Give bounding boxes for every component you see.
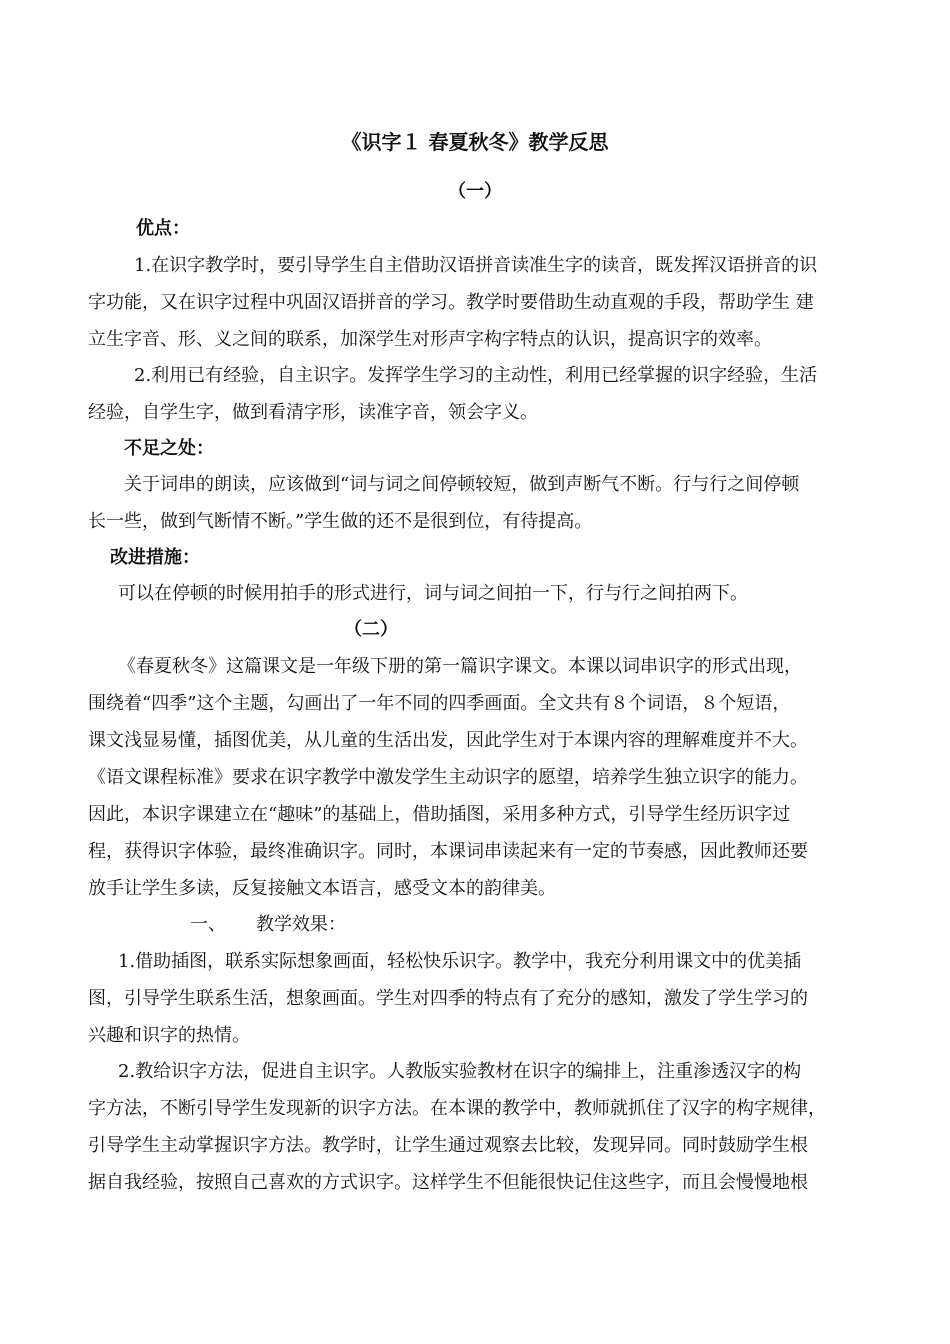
section-number: 一、 [190, 914, 226, 935]
effect-two-line: 字方法，不断引导学生发现新的识字方法。在本课的教学中，教师就抓住了汉字的构字规律， [88, 1098, 826, 1119]
intro-line: 《春夏秋冬》这篇课文是一年级下册的第一篇识字课文。本课以词串识字的形式出现， [118, 656, 802, 677]
intro-line: 课文浅显易懂，插图优美，从儿童的生活出发，因此学生对于本课内容的理解难度并不大。 [88, 730, 808, 751]
shortcomings-label: 不足之处： [124, 438, 214, 459]
intro-line: 围绕着“四季”这个主题，勾画出了一年不同的四季画面。全文共有８个词语，８个短语， [88, 693, 791, 714]
intro-line: 程，获得识字体验，最终准确识字。同时，本课词串读起来有一定的节奏感，因此教师还要 [88, 841, 808, 862]
advantages-line: 2.利用已有经验，自主识字。发挥学生学习的主动性，利用已经掌握的识字经验，生活 [134, 365, 818, 386]
advantages-label: 优点： [136, 218, 190, 239]
document-title: 《识字１ 春夏秋冬》教学反思 [341, 130, 609, 154]
section-title: 教学效果： [256, 914, 346, 935]
effect-two-line: 2.教给识字方法，促进自主识字。人教版实验教材在识字的编排上，注重渗透汉字的构 [118, 1061, 802, 1082]
advantages-line: 立生字音、形、义之间的联系，加深学生对形声字构字特点的认识，提高识字的效率。 [88, 329, 772, 350]
improvements-label: 改进措施： [110, 547, 200, 568]
shortcomings-line: 关于词串的朗读，应该做到“词与词之间停顿较短，做到声断气不断。行与行之间停顿 [124, 474, 800, 495]
shortcomings-line: 长一些，做到气断情不断。”学生做的还不是很到位，有待提高。 [88, 511, 593, 532]
part-one-heading: （一） [448, 181, 502, 202]
part-two-heading: （二） [344, 619, 398, 640]
effect-one-line: 图，引导学生联系生活，想象画面。学生对四季的特点有了充分的感知，激发了学生学习的 [88, 988, 808, 1009]
effect-one-line: 兴趣和识字的热情。 [88, 1025, 250, 1046]
advantages-line: 经验，自学生字，做到看清字形，读准字音，领会字义。 [88, 402, 538, 423]
effect-one-line: 1.借助插图，联系实际想象画面，轻松快乐识字。教学中，我充分利用课文中的优美插 [118, 951, 802, 972]
advantages-line: 1.在识字教学时，要引导学生自主借助汉语拼音读准生字的读音，既发挥汉语拼音的识 [134, 255, 818, 276]
intro-line: 《语文课程标准》要求在识字教学中激发学生主动识字的愿望，培养学生独立识字的能力。 [88, 767, 808, 788]
improvements-line: 可以在停顿的时候用拍手的形式进行，词与词之间拍一下，行与行之间拍两下。 [118, 583, 748, 604]
advantages-line: 字功能，又在识字过程中巩固汉语拼音的学习。教学时要借助生动直观的手段，帮助学生 建 [88, 292, 814, 313]
intro-line: 放手让学生多读，反复接触文本语言，感受文本的韵律美。 [88, 878, 556, 899]
effect-two-line: 据自我经验，按照自己喜欢的方式识字。这样学生不但能很快记住这些字，而且会慢慢地根 [88, 1172, 808, 1193]
intro-line: 因此，本识字课建立在“趣味”的基础上，借助插图，采用多种方式，引导学生经历识字过 [88, 804, 791, 825]
effect-two-line: 引导学生主动掌握识字方法。教学时，让学生通过观察去比较，发现异同。同时鼓励学生根 [88, 1135, 808, 1156]
